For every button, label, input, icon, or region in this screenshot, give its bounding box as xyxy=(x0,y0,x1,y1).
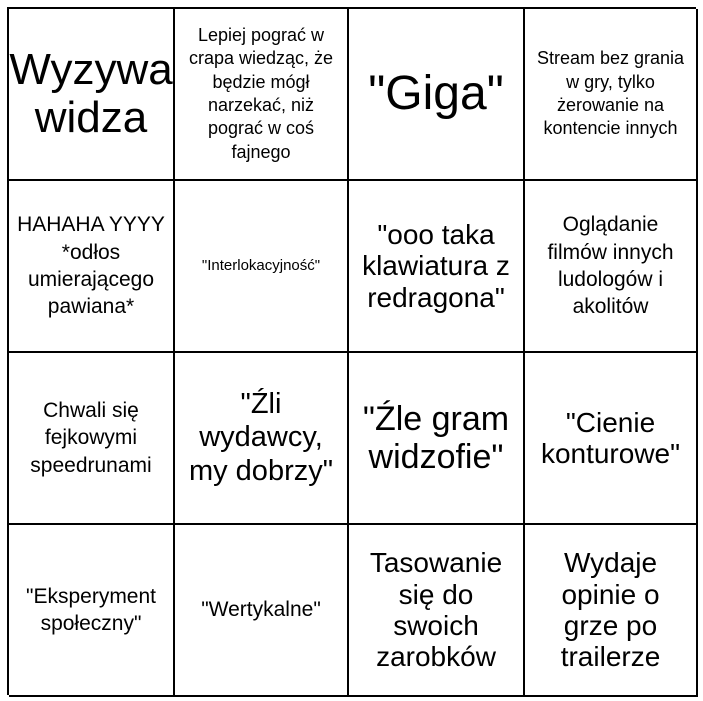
bingo-cell-10-text: "Źli wydawcy, my dobrzy" xyxy=(188,388,334,487)
bingo-cell-10 xyxy=(175,353,349,525)
bingo-board xyxy=(7,7,696,695)
bingo-cell-2-text: Lepiej pograć w crapa wiedząc, że będzie mógł narzekać, niż pograć w coś fajnego xyxy=(188,24,334,162)
bingo-cell-5 xyxy=(9,181,175,353)
bingo-cell-3-text: "Giga" xyxy=(368,66,504,120)
bingo-cell-12 xyxy=(525,353,698,525)
bingo-cell-1-text: Wyzywa widza xyxy=(9,45,173,142)
bingo-cell-6-text: "Interlokacyjność" xyxy=(201,257,321,275)
bingo-cell-9-text: Chwali się fejkowymi speedrunami xyxy=(30,399,152,477)
bingo-cell-8-text: Oglądanie filmów innych ludologów i akolitów xyxy=(547,213,674,319)
bingo-cell-4 xyxy=(525,9,698,181)
bingo-cell-13 xyxy=(9,525,175,697)
bingo-cell-11 xyxy=(349,353,525,525)
bingo-cell-7-text: "ooo taka klawiatura z redragona" xyxy=(362,218,510,313)
bingo-cell-6 xyxy=(175,181,349,353)
bingo-cell-9 xyxy=(9,353,175,525)
bingo-cell-5-text: HAHAHA YYYY *odłos umierającego pawiana* xyxy=(17,213,165,319)
bingo-cell-11-text: "Źle gram widzofie" xyxy=(362,399,510,476)
bingo-cell-16 xyxy=(525,525,698,697)
bingo-cell-1 xyxy=(9,9,175,181)
bingo-cell-14-text: "Wertykalne" xyxy=(201,598,321,622)
bingo-cell-15 xyxy=(349,525,525,697)
bingo-cell-13-text: "Eksperyment społeczny" xyxy=(26,584,156,635)
bingo-cell-16-text: Wydaje opinie o grze po trailerze xyxy=(560,547,661,673)
bingo-cell-7 xyxy=(349,181,525,353)
bingo-cell-3 xyxy=(349,9,525,181)
bingo-cell-8 xyxy=(525,181,698,353)
bingo-cell-12-text: "Cienie konturowe" xyxy=(540,406,681,469)
bingo-cell-15-text: Tasowanie się do swoich zarobków xyxy=(369,547,503,673)
bingo-cell-14 xyxy=(175,525,349,697)
bingo-cell-4-text: Stream bez grania w gry, tylko żerowanie na kontencie innych xyxy=(536,48,685,139)
bingo-cell-2 xyxy=(175,9,349,181)
